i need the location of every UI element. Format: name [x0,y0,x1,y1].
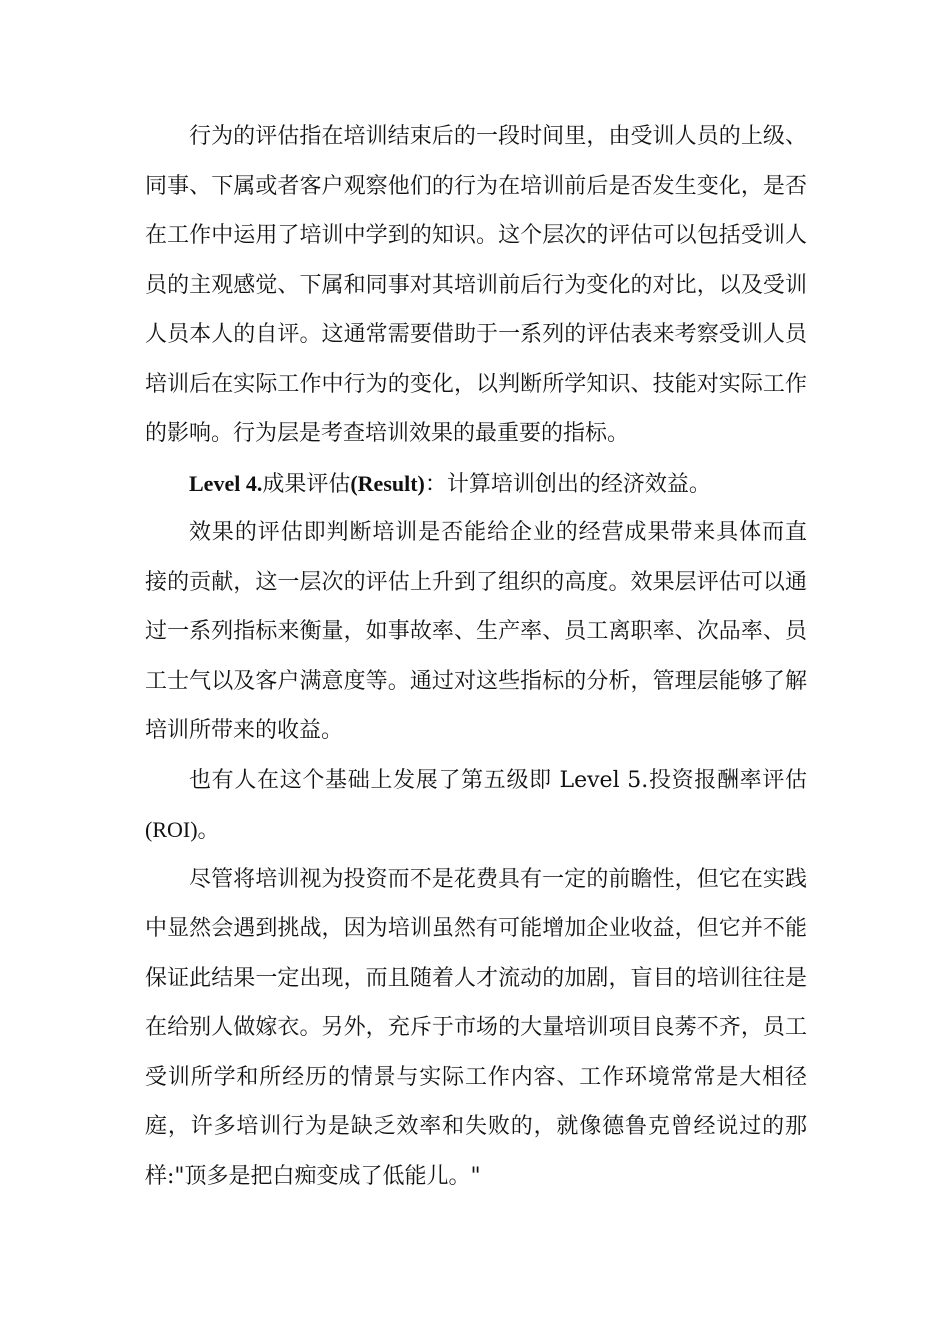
text-line: 受训所学和所经历的情景与实际工作内容、工作环境常常是大相径 [145,1064,807,1090]
text-line: 过一系列指标来衡量，如事故率、生产率、员工离职率、次品率、员 [145,619,807,644]
text-line: 样:"顶多是把白痴变成了低能儿。" [145,1163,481,1189]
text-line: 工士气以及客户满意度等。通过对这些指标的分析，管理层能够了解 [145,668,807,694]
text-line: (ROI)。 [145,817,220,842]
text-line: 在给别人做嫁衣。另外，充斥于市场的大量培训项目良莠不齐，员工 [145,1015,807,1040]
text-line: 中显然会遇到挑战，因为培训虽然有可能增加企业收益，但它并不能 [145,916,807,941]
text-line: 同事、下属或者客户观察他们的行为在培训前后是否发生变化，是否 [145,173,807,199]
paragraph-behavior-evaluation [145,112,807,459]
document-body [145,112,807,1201]
paragraph-level-5-roi [145,756,807,855]
paragraph-result-evaluation [145,508,807,756]
level-4-result-label: (Result) [350,470,425,496]
text-line: 庭，许多培训行为是缺乏效率和失败的，就像德鲁克曾经说过的那 [145,1114,807,1139]
text-line: 人员本人的自评。这通常需要借助于一系列的评估表来考察受训人员 [145,322,807,347]
text-line: 员的主观感觉、下属和同事对其培训前后行为变化的对比，以及受训 [145,272,807,298]
paragraph-training-investment [145,855,807,1202]
text-line: 在工作中运用了培训中学到的知识。这个层次的评估可以包括受训人 [145,223,807,248]
text-line: 培训后在实际工作中行为的变化，以判断所学知识、技能对实际工作 [145,371,807,397]
text-line: 行为的评估指在培训结束后的一段时间里，由受训人员的上级、 [189,124,807,149]
text-line: 效果的评估即判断培训是否能给企业的经营成果带来具体而直 [189,520,807,545]
text-line: 尽管将培训视为投资而不是花费具有一定的前瞻性，但它在实践 [189,866,807,892]
level-4-description: ：计算培训创出的经济效益。 [424,471,711,497]
text-line: 培训所带来的收益。 [145,718,344,743]
level-4-title: 成果评估 [262,471,351,497]
level-4-heading [145,459,807,509]
text-line: 保证此结果一定出现，而且随着人才流动的加剧，盲目的培训往往是 [145,965,807,991]
level-4-label: Level 4. [189,470,263,496]
text-line: 接的贡献，这一层次的评估上升到了组织的高度。效果层评估可以通 [145,569,807,595]
text-line: 的影响。行为层是考查培训效果的最重要的指标。 [145,421,630,446]
text-line: 也有人在这个基础上发展了第五级即 Level 5.投资报酬率评估 [189,767,807,793]
text-line [145,459,807,509]
